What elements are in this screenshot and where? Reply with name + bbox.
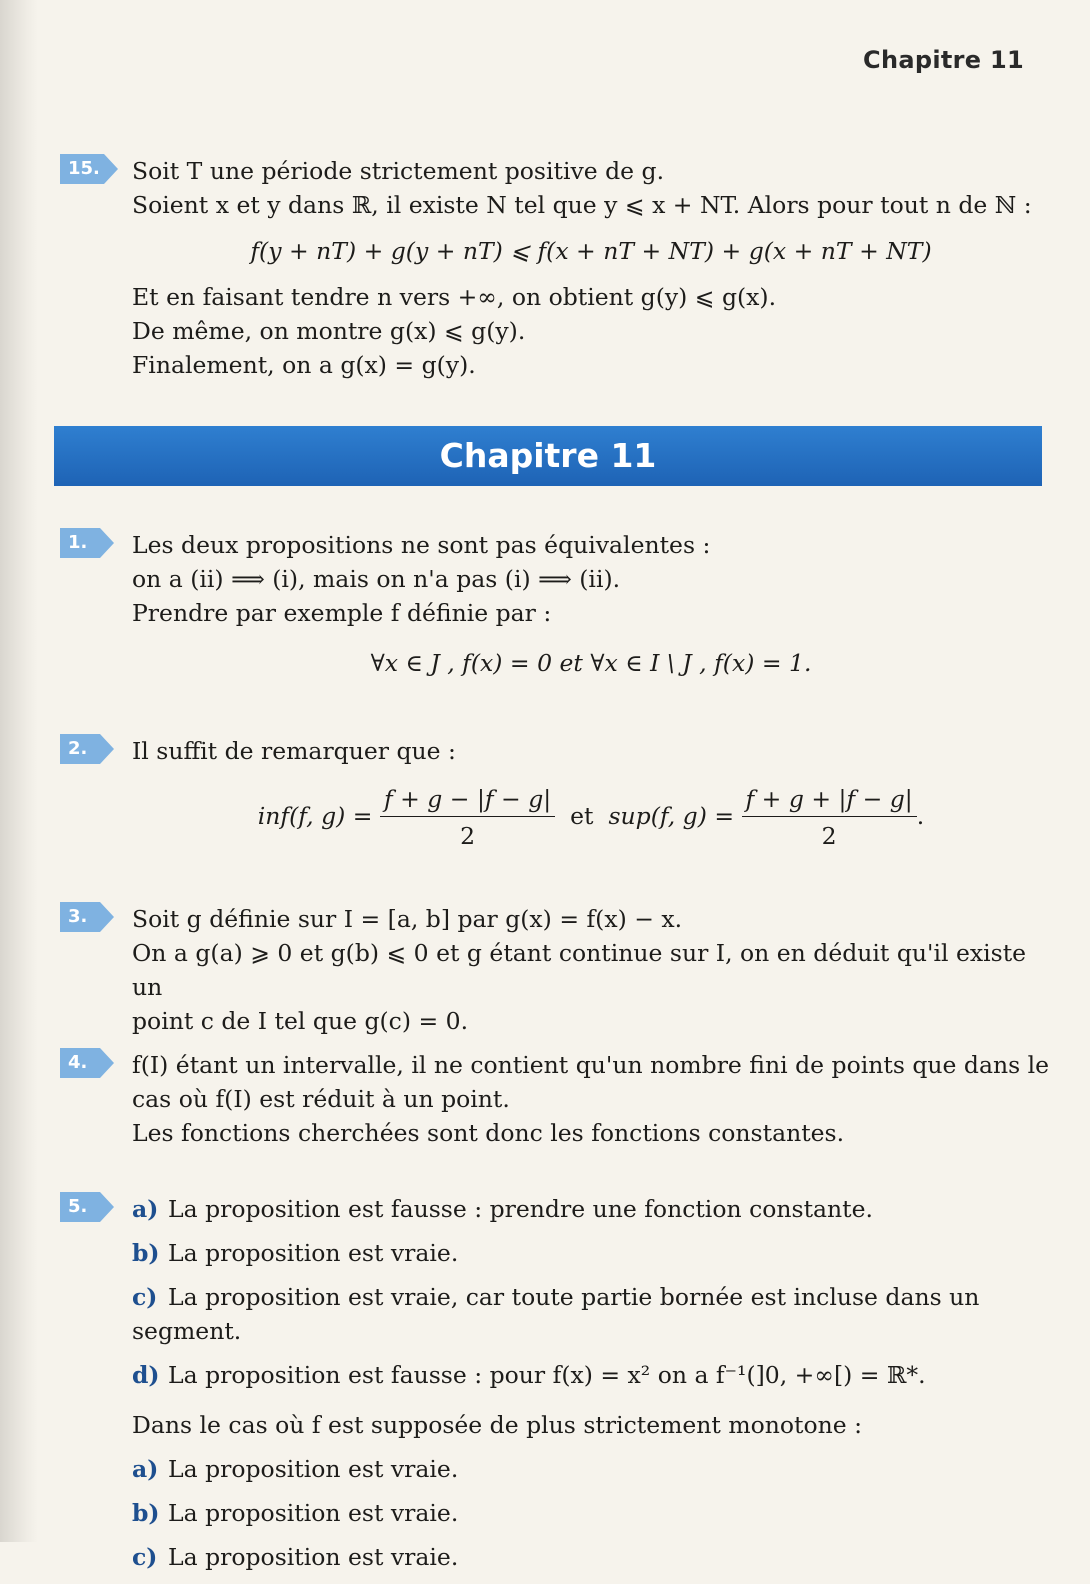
item-text: La proposition est vraie. bbox=[168, 1455, 459, 1483]
display-formula: f(y + nT) + g(y + nT) ⩽ f(x + nT + NT) + g(x + nT + NT) bbox=[250, 237, 932, 265]
answer-item bbox=[132, 1358, 1050, 1392]
exercise-number: 3. bbox=[60, 902, 100, 932]
item-text: La proposition est vraie, car toute partie bornée est incluse dans un segment. bbox=[132, 1283, 980, 1345]
exercise-badge bbox=[60, 528, 114, 558]
item-label: c) bbox=[132, 1543, 158, 1571]
page-gutter-shadow bbox=[0, 0, 38, 1542]
badge-arrow-icon bbox=[100, 1192, 114, 1222]
chapter-banner: Chapitre 11 bbox=[54, 426, 1042, 486]
text-line: Prendre par exemple f définie par : bbox=[132, 599, 552, 627]
badge-arrow-icon bbox=[100, 902, 114, 932]
text-line: Et en faisant tendre n vers +∞, on obtient g(y) ⩽ g(x). bbox=[132, 283, 777, 311]
exercise-number: 5. bbox=[60, 1192, 100, 1222]
badge-arrow-icon bbox=[100, 528, 114, 558]
badge-arrow-icon bbox=[100, 1048, 114, 1078]
item-text: La proposition est fausse : pour f(x) = x² on a f⁻¹(]0, +∞[) = ℝ*. bbox=[168, 1361, 926, 1389]
text-line: Soit g définie sur I = [a, b] par g(x) = f(x) − x. bbox=[132, 905, 683, 933]
exercise-body bbox=[132, 154, 1050, 382]
exercise-3 bbox=[60, 902, 1050, 1038]
sup-fraction bbox=[742, 782, 917, 853]
display-formula: ∀x ∈ J , f(x) = 0 et ∀x ∈ I \ J , f(x) = 1. bbox=[370, 649, 812, 677]
answer-item bbox=[132, 1452, 1050, 1486]
exercise-number: 4. bbox=[60, 1048, 100, 1078]
exercise-4 bbox=[60, 1048, 1050, 1150]
badge-arrow-icon bbox=[104, 154, 118, 184]
item-label: d) bbox=[132, 1361, 160, 1389]
exercise-2 bbox=[60, 734, 1050, 865]
item-label: b) bbox=[132, 1499, 160, 1527]
answer-item bbox=[132, 1280, 1050, 1348]
badge-arrow-icon bbox=[100, 734, 114, 764]
exercise-body bbox=[132, 528, 1050, 680]
fraction-denominator: 2 bbox=[821, 822, 837, 850]
item-text: La proposition est fausse : prendre une fonction constante. bbox=[168, 1195, 873, 1223]
text-line: cas où f(I) est réduit à un point. bbox=[132, 1085, 510, 1113]
answer-item bbox=[132, 1496, 1050, 1530]
conjunction-et: et bbox=[570, 802, 594, 830]
exercise-15 bbox=[60, 154, 1050, 382]
exercise-badge bbox=[60, 1192, 114, 1222]
item-text: La proposition est vraie. bbox=[168, 1543, 459, 1571]
inf-lhs: inf(f, g) = bbox=[257, 802, 373, 830]
display-formula bbox=[132, 782, 1050, 853]
text-line: point c de I tel que g(c) = 0. bbox=[132, 1007, 469, 1035]
text-line: Finalement, on a g(x) = g(y). bbox=[132, 351, 476, 379]
text-line: Dans le cas où f est supposée de plus strictement monotone : bbox=[132, 1411, 863, 1439]
text-line: f(I) étant un intervalle, il ne contient qu'un nombre fini de points que dans le bbox=[132, 1051, 1050, 1079]
text-line: Les deux propositions ne sont pas équivalentes : bbox=[132, 531, 711, 559]
item-label: b) bbox=[132, 1239, 160, 1267]
formula-period: . bbox=[916, 802, 925, 830]
fraction-denominator: 2 bbox=[460, 822, 476, 850]
text-line: on a (ii) ⟹ (i), mais on n'a pas (i) ⟹ (ii). bbox=[132, 565, 621, 593]
running-head: Chapitre 11 bbox=[863, 46, 1024, 74]
exercise-badge bbox=[60, 154, 118, 184]
text-line: Soit T une période strictement positive de g. bbox=[132, 157, 665, 185]
item-text: La proposition est vraie. bbox=[168, 1239, 459, 1267]
exercise-number: 2. bbox=[60, 734, 100, 764]
item-label: a) bbox=[132, 1455, 159, 1483]
exercise-body bbox=[132, 1192, 1050, 1574]
exercise-body bbox=[132, 902, 1050, 1038]
text-line: Il suffit de remarquer que : bbox=[132, 737, 456, 765]
exercise-body bbox=[132, 734, 1050, 853]
exercise-badge bbox=[60, 734, 114, 764]
item-label: c) bbox=[132, 1283, 158, 1311]
sup-lhs: sup(f, g) = bbox=[608, 802, 735, 830]
fraction-numerator: f + g − |f − g| bbox=[380, 782, 555, 817]
exercise-number: 1. bbox=[60, 528, 100, 558]
text-line: Les fonctions cherchées sont donc les fonctions constantes. bbox=[132, 1119, 845, 1147]
item-text: La proposition est vraie. bbox=[168, 1499, 459, 1527]
exercise-badge bbox=[60, 902, 114, 932]
exercise-5 bbox=[60, 1192, 1050, 1584]
exercise-body bbox=[132, 1048, 1050, 1150]
exercise-number: 15. bbox=[60, 154, 104, 184]
fraction-numerator: f + g + |f − g| bbox=[742, 782, 917, 817]
exercise-badge bbox=[60, 1048, 114, 1078]
text-line: On a g(a) ⩾ 0 et g(b) ⩽ 0 et g étant continue sur I, on en déduit qu'il existe un bbox=[132, 939, 1027, 1001]
item-label: a) bbox=[132, 1195, 159, 1223]
exercise-1 bbox=[60, 528, 1050, 692]
answer-item bbox=[132, 1192, 1050, 1226]
answer-item bbox=[132, 1236, 1050, 1270]
text-line: Soient x et y dans ℝ, il existe N tel que y ⩽ x + NT. Alors pour tout n de ℕ : bbox=[132, 191, 1032, 219]
answer-item bbox=[132, 1540, 1050, 1574]
text-line: De même, on montre g(x) ⩽ g(y). bbox=[132, 317, 526, 345]
inf-fraction bbox=[380, 782, 555, 853]
